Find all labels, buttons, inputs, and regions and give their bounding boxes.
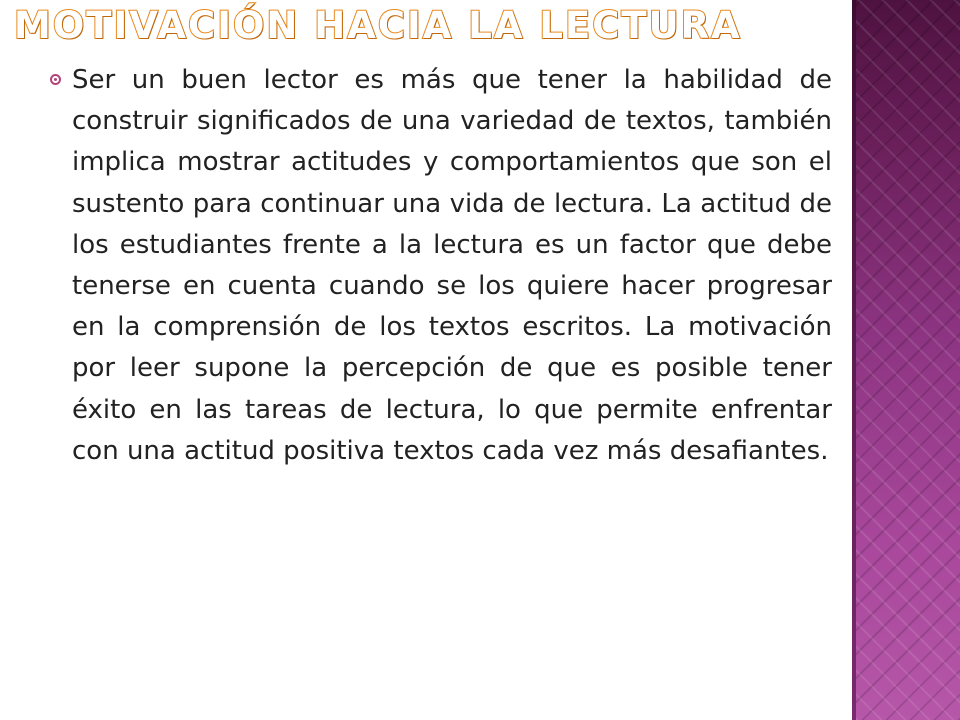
slide-title: MOTIVACIÓN HACIA LA LECTURA <box>14 4 742 47</box>
body-paragraph: Ser un buen lector es más que tener la habilidad de construir significados de una variedad de textos, también implica mostrar actitudes y comportamientos que son el sustento para continuar una vida de lectura. La actitud de los estudiantes frente a la lectura es un factor que debe tenerse en cuenta cuando se los quiere hacer progresar en la comprensión de los textos escritos. La motivación por leer supone la percepción de que es posible tener éxito en las tareas de lectura, lo que permite enfrentar con una actitud positiva textos cada vez más desafiantes. <box>72 65 832 466</box>
bullet-list-item <box>50 60 832 472</box>
circle-bullet-icon <box>50 74 61 85</box>
decorative-side-band <box>856 0 960 720</box>
